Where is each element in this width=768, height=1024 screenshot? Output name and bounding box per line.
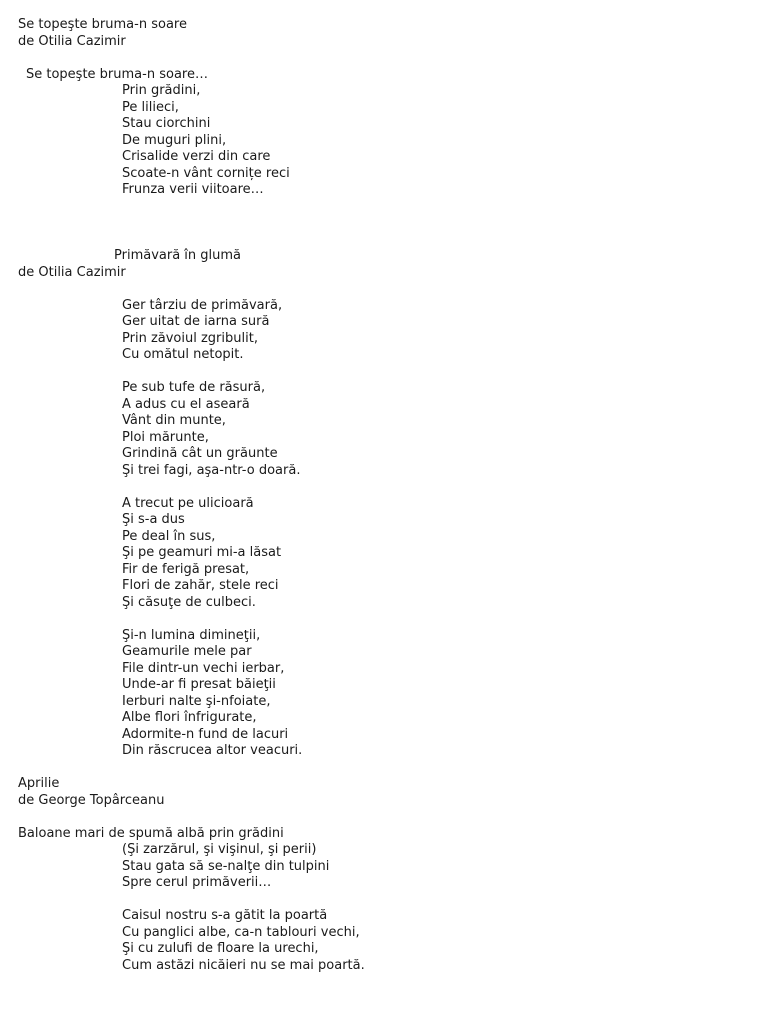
verse-line: Stau ciorchini — [122, 116, 211, 131]
verse-line: Frunza verii viitoare… — [122, 182, 264, 197]
verse-line: File dintr-un vechi ierbar, — [122, 660, 285, 676]
verse-line: Grindină cât un grăunte — [122, 446, 278, 461]
verse-line: Pe lilieci, — [122, 99, 179, 115]
verse-line: Din răscrucea altor veacuri. — [122, 743, 303, 758]
poem-author: de Otilia Cazimir — [18, 264, 126, 280]
verse-line: Spre cerul primăverii… — [122, 875, 272, 890]
verse-line: Stau gata să se-nalţe din tulpini — [122, 858, 330, 874]
verse-line: Prin grădini, — [122, 83, 201, 98]
verse-line: Flori de zahăr, stele reci — [122, 578, 279, 593]
verse-line: Ploi mărunte, — [122, 429, 209, 445]
verse-line: Şi cu zulufi de floare la urechi, — [122, 941, 319, 956]
poem-title: Primăvară în glumă — [114, 248, 242, 263]
verse-line: Vânt din munte, — [122, 413, 226, 428]
verse-line: Fir de ferigă presat, — [122, 561, 250, 577]
poem-title: Aprilie — [18, 776, 60, 791]
verse-line: Prin zăvoiul zgribulit, — [122, 330, 258, 346]
poem-author: de George Topârceanu — [18, 792, 165, 808]
verse-line: A adus cu el aseară — [122, 396, 250, 412]
verse-line: Ger uitat de iarna sură — [122, 314, 270, 329]
verse-line: Cum astăzi nicăieri nu se mai poartă. — [122, 957, 365, 973]
verse-line: Unde-ar fi presat băieţii — [122, 677, 276, 692]
verse-line: Caisul nostru s-a gătit la poartă — [122, 908, 328, 923]
verse-line: Scoate-n vânt cornițe reci — [122, 165, 290, 181]
verse-line: Şi-n lumina dimineţii, — [122, 627, 261, 643]
verse-line: Adormite-n fund de lacuri — [122, 726, 289, 742]
verse-line: Cu panglici albe, ca-n tablouri vechi, — [122, 924, 360, 940]
verse-line: Pe sub tufe de răsură, — [122, 380, 266, 395]
verse-line: (Şi zarzărul, şi vişinul, şi perii) — [122, 842, 317, 857]
verse-line: Albe flori înfrigurate, — [122, 710, 257, 725]
verse-line: Ger târziu de primăvară, — [122, 297, 283, 313]
verse-line: Pe deal în sus, — [122, 528, 216, 544]
verse-line: Crisalide verzi din care — [122, 149, 271, 164]
verse-line: Şi s-a dus — [122, 512, 185, 527]
verse-line: Şi trei fagi, aşa-ntr-o doară. — [122, 462, 301, 478]
verse-line: Cu omătul netopit. — [122, 347, 244, 362]
verse-line: De muguri plini, — [122, 132, 227, 148]
verse-line: Geamurile mele par — [122, 644, 252, 659]
verse-line: Şi căsuţe de culbeci. — [122, 594, 256, 610]
poem-first-line: Se topeşte bruma-n soare… — [26, 66, 208, 82]
poem-first-line: Baloane mari de spumă albă prin grădini — [18, 825, 284, 841]
verse-line: A trecut pe ulicioară — [122, 495, 254, 511]
poem-title: Se topeşte bruma-n soare — [18, 17, 187, 32]
poem-author: de Otilia Cazimir — [18, 33, 126, 49]
verse-line: Şi pe geamuri mi-a lăsat — [122, 545, 282, 560]
document-page — [18, 17, 748, 974]
verse-line: Ierburi nalte şi-nfoiate, — [122, 693, 271, 709]
